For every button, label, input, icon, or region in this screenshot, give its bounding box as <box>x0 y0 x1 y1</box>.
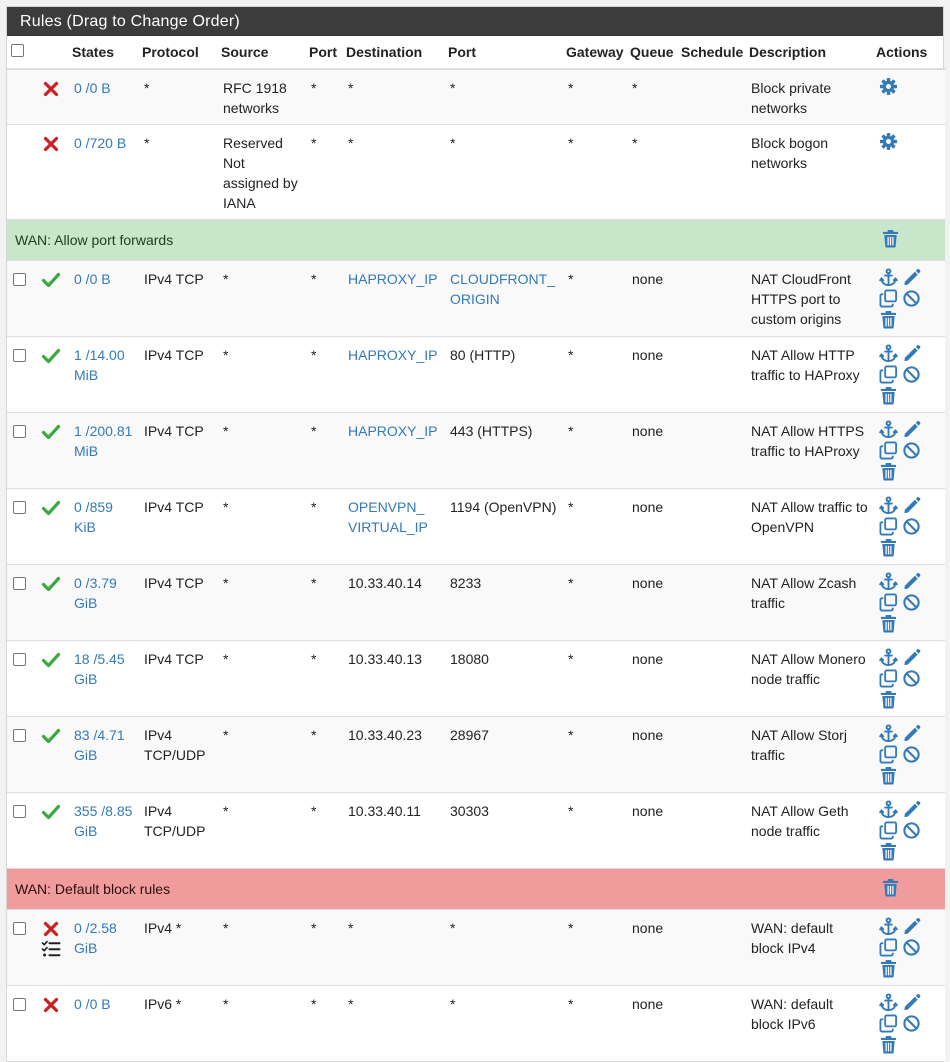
x-icon <box>41 995 64 1015</box>
check-icon <box>41 650 64 670</box>
ban-icon[interactable] <box>901 288 922 309</box>
ban-icon[interactable] <box>901 820 922 841</box>
copy-icon[interactable] <box>878 440 899 461</box>
source-cell: * <box>217 413 305 489</box>
trash-icon[interactable] <box>878 385 899 406</box>
dest-port-cell: * <box>444 910 562 986</box>
states-link[interactable]: 0 /2.58 GiB <box>68 910 138 986</box>
table-row[interactable] <box>7 565 945 641</box>
queue-cell: none <box>626 910 677 986</box>
gateway-cell: * <box>562 337 626 413</box>
ban-icon[interactable] <box>901 364 922 385</box>
table-row[interactable] <box>7 910 945 986</box>
source-port-cell: * <box>305 337 342 413</box>
description-cell: NAT Allow HTTP traffic to HAProxy <box>745 337 872 413</box>
pencil-icon[interactable] <box>901 723 922 744</box>
table-row[interactable] <box>7 261 945 337</box>
source-port-cell: * <box>305 261 342 337</box>
list-check-icon <box>41 939 64 959</box>
row-checkbox[interactable] <box>13 501 26 514</box>
actions-cell <box>872 910 945 986</box>
dest-port-cell: 443 (HTTPS) <box>444 413 562 489</box>
schedule-cell <box>677 489 745 565</box>
check-icon <box>41 346 64 366</box>
copy-icon[interactable] <box>878 364 899 385</box>
dest-port-cell: * <box>444 69 562 125</box>
queue-cell: * <box>626 69 677 125</box>
col-states[interactable]: States <box>68 36 138 69</box>
gateway-cell: * <box>562 986 626 1062</box>
table-header <box>7 36 945 69</box>
status-cell <box>35 986 68 1062</box>
destination-cell: * <box>342 986 444 1062</box>
ban-icon[interactable] <box>901 516 922 537</box>
schedule-cell <box>677 261 745 337</box>
row-select-cell[interactable] <box>7 641 35 717</box>
schedule-cell <box>677 413 745 489</box>
schedule-cell <box>677 986 745 1062</box>
protocol-cell: * <box>138 125 217 220</box>
row-checkbox[interactable] <box>13 805 26 818</box>
col-actions: Actions <box>872 36 945 69</box>
source-port-cell: * <box>305 910 342 986</box>
source-cell: Reserved Not assigned by IANA <box>217 125 305 220</box>
pencil-icon[interactable] <box>901 571 922 592</box>
states-link[interactable]: 83 /4.71 GiB <box>68 717 138 793</box>
check-icon <box>41 270 64 290</box>
trash-icon[interactable] <box>878 613 899 634</box>
source-cell: * <box>217 565 305 641</box>
dest-port-cell: 1194 (OpenVPN) <box>444 489 562 565</box>
schedule-cell <box>677 69 745 125</box>
table-row[interactable] <box>7 125 945 220</box>
col-description[interactable]: Description <box>745 36 872 69</box>
dest-port-cell: 8233 <box>444 565 562 641</box>
trash-icon[interactable] <box>878 461 899 482</box>
row-checkbox[interactable] <box>13 273 26 286</box>
row-select-cell <box>7 69 35 125</box>
gateway-cell: * <box>562 717 626 793</box>
status-cell <box>35 489 68 565</box>
destination-cell: 10.33.40.13 <box>342 641 444 717</box>
protocol-cell: IPv4 TCP/UDP <box>138 793 217 869</box>
col-protocol[interactable]: Protocol <box>138 36 217 69</box>
destination-cell: 10.33.40.11 <box>342 793 444 869</box>
dest-port-cell: 30303 <box>444 793 562 869</box>
status-cell <box>35 793 68 869</box>
protocol-cell: IPv4 TCP <box>138 641 217 717</box>
copy-icon[interactable] <box>878 937 899 958</box>
check-icon <box>41 574 64 594</box>
gateway-cell: * <box>562 910 626 986</box>
queue-cell: none <box>626 337 677 413</box>
gateway-cell: * <box>562 793 626 869</box>
copy-icon[interactable] <box>878 744 899 765</box>
ban-icon[interactable] <box>901 440 922 461</box>
row-select-cell[interactable] <box>7 261 35 337</box>
table-row[interactable] <box>7 717 945 793</box>
destination-cell: 10.33.40.14 <box>342 565 444 641</box>
protocol-cell: IPv4 TCP <box>138 261 217 337</box>
ban-icon[interactable] <box>901 937 922 958</box>
gateway-cell: * <box>562 641 626 717</box>
dest-port-cell: 18080 <box>444 641 562 717</box>
gateway-cell: * <box>562 413 626 489</box>
ban-icon[interactable] <box>901 1013 922 1034</box>
status-cell <box>35 413 68 489</box>
rules-table <box>7 36 945 1061</box>
x-icon <box>41 919 64 939</box>
destination-alias-link[interactable]: HAPROXY_IP <box>342 337 444 413</box>
destination-alias-link[interactable]: HAPROXY_IP <box>342 413 444 489</box>
states-link[interactable]: 18 /5.45 GiB <box>68 641 138 717</box>
source-cell: * <box>217 793 305 869</box>
anchor-icon[interactable] <box>878 799 899 820</box>
check-icon <box>41 498 64 518</box>
queue-cell: none <box>626 565 677 641</box>
check-icon <box>41 802 64 822</box>
status-cell <box>35 565 68 641</box>
gateway-cell: * <box>562 489 626 565</box>
description-cell: NAT CloudFront HTTPS port to custom origins <box>745 261 872 337</box>
destination-cell: * <box>342 69 444 125</box>
actions-cell <box>872 413 945 489</box>
copy-icon[interactable] <box>878 288 899 309</box>
source-cell: * <box>217 489 305 565</box>
states-link[interactable]: 0 /0 B <box>68 986 138 1062</box>
trash-icon[interactable] <box>880 228 901 249</box>
table-row[interactable] <box>7 337 945 413</box>
rules-panel <box>6 6 944 1062</box>
row-checkbox[interactable] <box>13 653 26 666</box>
x-icon <box>41 79 64 99</box>
queue-cell: none <box>626 641 677 717</box>
table-row[interactable] <box>7 413 945 489</box>
description-cell: Block bogon networks <box>745 125 872 220</box>
separator-row[interactable] <box>7 220 945 261</box>
states-link[interactable]: 0 /0 B <box>68 261 138 337</box>
table-row[interactable] <box>7 793 945 869</box>
trash-icon[interactable] <box>880 877 901 898</box>
protocol-cell: IPv4 TCP <box>138 565 217 641</box>
pencil-icon[interactable] <box>901 916 922 937</box>
schedule-cell <box>677 565 745 641</box>
source-port-cell: * <box>305 565 342 641</box>
row-select-cell[interactable] <box>7 910 35 986</box>
queue-cell: none <box>626 717 677 793</box>
gear-icon[interactable] <box>878 131 899 152</box>
actions-cell <box>872 641 945 717</box>
anchor-icon[interactable] <box>878 992 899 1013</box>
pencil-icon[interactable] <box>901 343 922 364</box>
status-cell <box>35 641 68 717</box>
actions-cell <box>872 125 945 220</box>
actions-cell <box>872 565 945 641</box>
row-select-cell[interactable] <box>7 413 35 489</box>
trash-icon[interactable] <box>878 1034 899 1055</box>
pencil-icon[interactable] <box>901 495 922 516</box>
description-cell: NAT Allow traffic to OpenVPN <box>745 489 872 565</box>
description-cell: NAT Allow HTTPS traffic to HAProxy <box>745 413 872 489</box>
anchor-icon[interactable] <box>878 571 899 592</box>
status-cell <box>35 337 68 413</box>
source-port-cell: * <box>305 125 342 220</box>
status-cell <box>35 910 68 986</box>
status-cell <box>35 125 68 220</box>
gateway-cell: * <box>562 125 626 220</box>
source-port-cell: * <box>305 641 342 717</box>
schedule-cell <box>677 793 745 869</box>
table-row[interactable] <box>7 641 945 717</box>
col-destination[interactable]: Destination <box>342 36 444 69</box>
protocol-cell: IPv4 TCP <box>138 337 217 413</box>
actions-cell <box>872 793 945 869</box>
panel-title: Rules (Drag to Change Order) <box>7 7 943 36</box>
dest-port-cell: 80 (HTTP) <box>444 337 562 413</box>
anchor-icon[interactable] <box>878 495 899 516</box>
description-cell: NAT Allow Storj traffic <box>745 717 872 793</box>
row-select-cell[interactable] <box>7 565 35 641</box>
row-select-cell <box>7 125 35 220</box>
source-cell: * <box>217 910 305 986</box>
queue-cell: none <box>626 261 677 337</box>
row-checkbox[interactable] <box>13 349 26 362</box>
dest-port-cell: * <box>444 125 562 220</box>
schedule-cell <box>677 910 745 986</box>
states-link[interactable]: 1 /200.81 MiB <box>68 413 138 489</box>
anchor-icon[interactable] <box>878 916 899 937</box>
protocol-cell: IPv4 * <box>138 910 217 986</box>
queue-cell: none <box>626 986 677 1062</box>
col-queue[interactable]: Queue <box>626 36 677 69</box>
trash-icon[interactable] <box>878 537 899 558</box>
description-cell: WAN: default block IPv4 <box>745 910 872 986</box>
row-select-cell[interactable] <box>7 793 35 869</box>
separator-row[interactable] <box>7 869 945 910</box>
actions-cell <box>872 337 945 413</box>
protocol-cell: IPv4 TCP <box>138 413 217 489</box>
trash-icon[interactable] <box>878 765 899 786</box>
source-cell: * <box>217 717 305 793</box>
source-port-cell: * <box>305 986 342 1062</box>
ban-icon[interactable] <box>901 592 922 613</box>
description-cell: NAT Allow Monero node traffic <box>745 641 872 717</box>
source-cell: RFC 1918 networks <box>217 69 305 125</box>
pencil-icon[interactable] <box>901 419 922 440</box>
states-link[interactable]: 0 /0 B <box>68 69 138 125</box>
table-row[interactable] <box>7 986 945 1062</box>
table-row[interactable] <box>7 69 945 125</box>
source-port-cell: * <box>305 489 342 565</box>
copy-icon[interactable] <box>878 1013 899 1034</box>
destination-alias-link[interactable]: OPENVPN_ VIRTUAL_IP <box>342 489 444 565</box>
trash-icon[interactable] <box>878 958 899 979</box>
ban-icon[interactable] <box>901 668 922 689</box>
col-port[interactable]: Port <box>305 36 342 69</box>
gateway-cell: * <box>562 565 626 641</box>
table-row[interactable] <box>7 489 945 565</box>
check-icon <box>41 422 64 442</box>
x-icon <box>41 134 64 154</box>
actions-cell <box>872 69 945 125</box>
source-port-cell: * <box>305 717 342 793</box>
copy-icon[interactable] <box>878 820 899 841</box>
pencil-icon[interactable] <box>901 992 922 1013</box>
row-checkbox[interactable] <box>13 998 26 1011</box>
actions-cell <box>872 717 945 793</box>
col-source[interactable]: Source <box>217 36 305 69</box>
select-all-checkbox[interactable] <box>7 36 35 69</box>
dest-port-cell: * <box>444 986 562 1062</box>
row-checkbox[interactable] <box>13 425 26 438</box>
description-cell: NAT Allow Geth node traffic <box>745 793 872 869</box>
anchor-icon[interactable] <box>878 267 899 288</box>
row-checkbox[interactable] <box>13 577 26 590</box>
separator-label: WAN: Allow port forwards <box>7 220 872 261</box>
actions-cell <box>872 986 945 1062</box>
states-link[interactable]: 0 /859 KiB <box>68 489 138 565</box>
anchor-icon[interactable] <box>878 647 899 668</box>
col-gateway[interactable]: Gateway <box>562 36 626 69</box>
row-checkbox[interactable] <box>13 922 26 935</box>
protocol-cell: IPv4 TCP <box>138 489 217 565</box>
states-link[interactable]: 0 /720 B <box>68 125 138 220</box>
source-port-cell: * <box>305 69 342 125</box>
destination-cell: * <box>342 910 444 986</box>
copy-icon[interactable] <box>878 592 899 613</box>
source-cell: * <box>217 986 305 1062</box>
protocol-cell: IPv6 * <box>138 986 217 1062</box>
schedule-cell <box>677 125 745 220</box>
queue-cell: none <box>626 489 677 565</box>
row-checkbox[interactable] <box>13 729 26 742</box>
dest-port-cell: 28967 <box>444 717 562 793</box>
anchor-icon[interactable] <box>878 343 899 364</box>
schedule-cell <box>677 641 745 717</box>
protocol-cell: * <box>138 69 217 125</box>
source-cell: * <box>217 641 305 717</box>
status-cell <box>35 717 68 793</box>
row-select-cell[interactable] <box>7 717 35 793</box>
ban-icon[interactable] <box>901 744 922 765</box>
status-cell <box>35 261 68 337</box>
trash-icon[interactable] <box>878 689 899 710</box>
description-cell: Block private networks <box>745 69 872 125</box>
row-select-cell[interactable] <box>7 489 35 565</box>
destination-alias-link[interactable]: HAPROXY_IP <box>342 261 444 337</box>
states-link[interactable]: 1 /14.00 MiB <box>68 337 138 413</box>
schedule-cell <box>677 337 745 413</box>
source-cell: * <box>217 261 305 337</box>
col-dest-port[interactable]: Port <box>444 36 562 69</box>
separator-label: WAN: Default block rules <box>7 869 872 910</box>
protocol-cell: IPv4 TCP/UDP <box>138 717 217 793</box>
states-link[interactable]: 0 /3.79 GiB <box>68 565 138 641</box>
queue-cell: none <box>626 413 677 489</box>
actions-cell <box>872 261 945 337</box>
actions-cell <box>872 489 945 565</box>
row-select-cell[interactable] <box>7 986 35 1062</box>
description-cell: NAT Allow Zcash traffic <box>745 565 872 641</box>
pencil-icon[interactable] <box>901 267 922 288</box>
gateway-cell: * <box>562 69 626 125</box>
pencil-icon[interactable] <box>901 647 922 668</box>
copy-icon[interactable] <box>878 668 899 689</box>
copy-icon[interactable] <box>878 516 899 537</box>
queue-cell: * <box>626 125 677 220</box>
gateway-cell: * <box>562 261 626 337</box>
status-cell <box>35 69 68 125</box>
source-port-cell: * <box>305 413 342 489</box>
source-cell: * <box>217 337 305 413</box>
queue-cell: none <box>626 793 677 869</box>
destination-cell: 10.33.40.23 <box>342 717 444 793</box>
destination-cell: * <box>342 125 444 220</box>
source-port-cell: * <box>305 793 342 869</box>
check-icon <box>41 726 64 746</box>
dest-port-alias-link[interactable]: CLOUDFRONT_ ORIGIN <box>444 261 562 337</box>
row-select-cell[interactable] <box>7 337 35 413</box>
trash-icon[interactable] <box>878 841 899 862</box>
col-schedule[interactable]: Schedule <box>677 36 745 69</box>
pencil-icon[interactable] <box>901 799 922 820</box>
states-link[interactable]: 355 /8.85 GiB <box>68 793 138 869</box>
anchor-icon[interactable] <box>878 723 899 744</box>
rules-body <box>7 69 945 1061</box>
schedule-cell <box>677 717 745 793</box>
trash-icon[interactable] <box>878 309 899 330</box>
gear-icon[interactable] <box>878 76 899 97</box>
description-cell: WAN: default block IPv6 <box>745 986 872 1062</box>
anchor-icon[interactable] <box>878 419 899 440</box>
